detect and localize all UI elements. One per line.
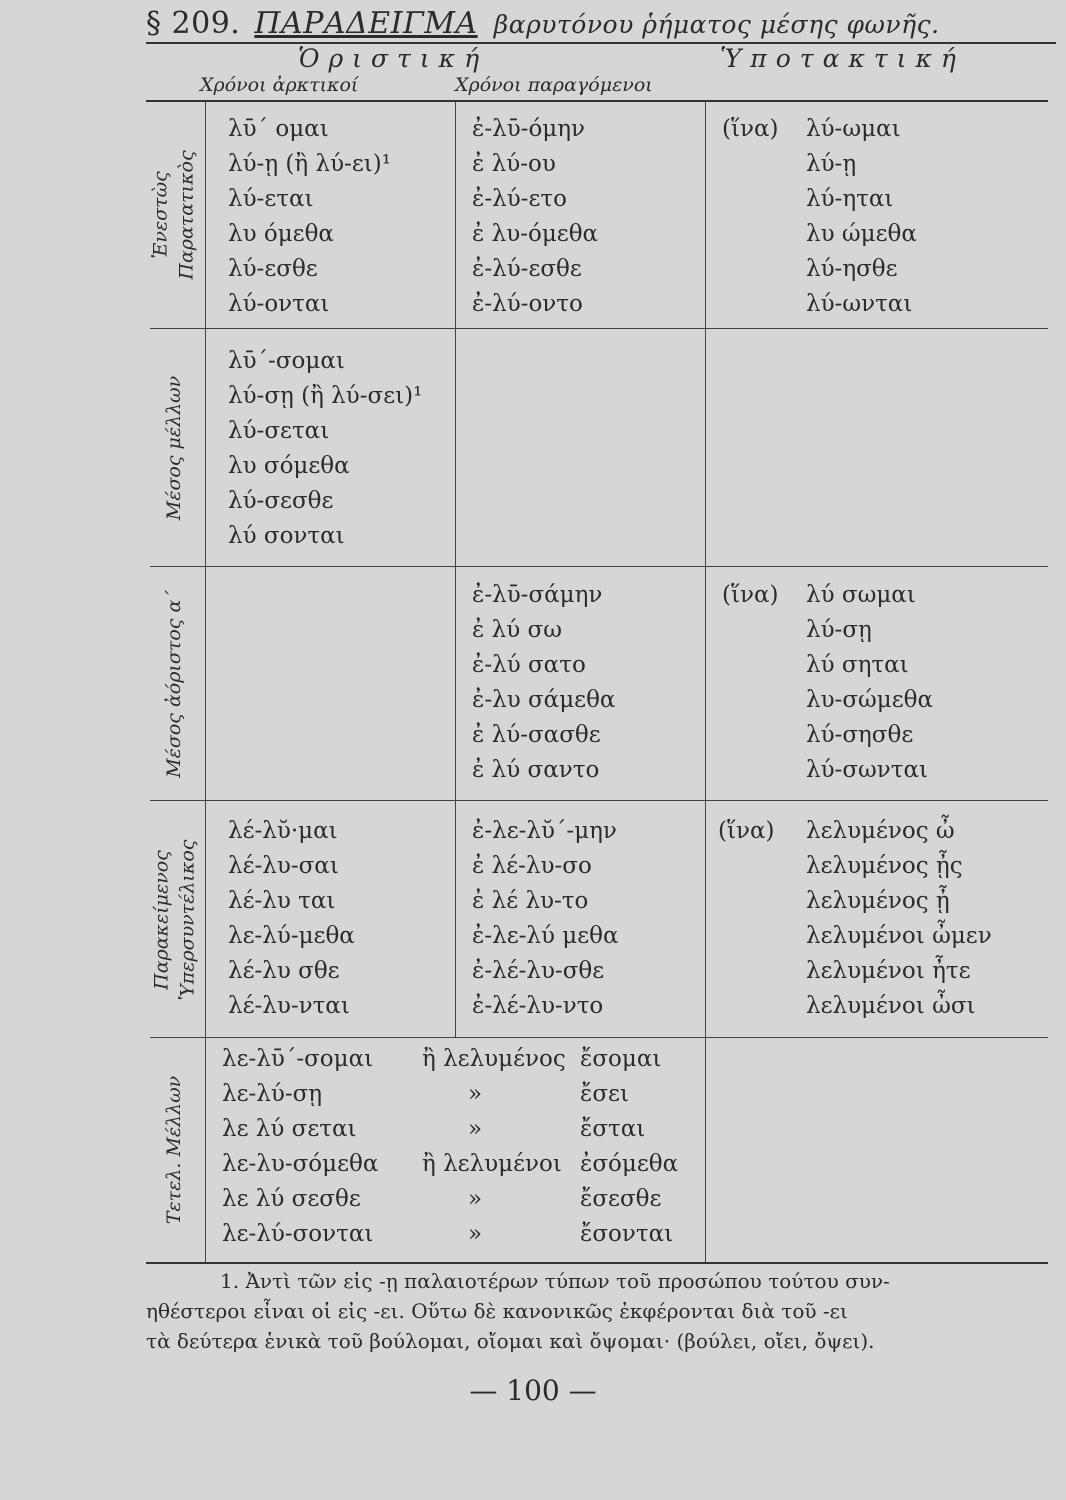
form-cell: λε λύ σεσθε: [222, 1186, 361, 1212]
form-cell: ἐ λύ-ου: [472, 151, 556, 177]
imperfect-column: [472, 112, 598, 322]
form-cell: λῡ΄ ομαι: [228, 116, 329, 142]
mood-subjunctive-heading: Ὑποτακτική: [720, 44, 965, 73]
form-cell: ἔσομαι: [580, 1046, 662, 1072]
ditto-mark: »: [468, 1116, 483, 1142]
form-cell: λύ-ησθε: [806, 256, 898, 282]
ditto-mark: »: [468, 1186, 483, 1212]
form-cell: λε-λύ-σῃ: [222, 1081, 323, 1107]
conjunction-ina: (ἵνα): [718, 818, 775, 844]
form-cell: λῡ΄-σομαι: [228, 348, 345, 374]
form-cell: λύ-εσθε: [228, 256, 318, 282]
form-cell: λύ-ηται: [806, 186, 894, 212]
form-cell: λυ σόμεθα: [228, 453, 350, 479]
footnote-line: τὰ δεύτερα ἑνικὰ τοῦ βούλομαι, οἴομαι καὶ ὄψομαι· (βούλει, οἴει, ὄψει).: [146, 1329, 875, 1353]
form-cell: λύ-σησθε: [806, 722, 914, 748]
perfect-subjunctive-column: [806, 814, 992, 1024]
page-number: — 100 —: [469, 1374, 597, 1407]
aorist-indicative-column: [472, 578, 615, 788]
pluperfect-column: [472, 814, 619, 1024]
table-bottom-rule: [146, 1262, 1048, 1264]
form-cell: λύ-ῃ: [806, 151, 857, 177]
form-cell: λύ-σεσθε: [228, 488, 334, 514]
form-cell: λέ-λυ σθε: [228, 958, 340, 984]
ditto-mark: »: [468, 1221, 483, 1247]
row-label-line: Παρακείμενος: [150, 849, 173, 990]
form-cell: ἐ-λυ σάμεθα: [472, 687, 616, 713]
form-cell: ἔσται: [580, 1116, 646, 1142]
section-heading: ΠΑΡΑΔΕΙΓΜΑ: [254, 6, 478, 41]
row-label-line: Ὑπερσυντέλικος: [176, 839, 199, 1000]
form-cell: λύ-ωνται: [806, 291, 913, 317]
form-cell: λελυμένοι ὦσι: [806, 993, 976, 1019]
row-label-perfect: [143, 802, 205, 1037]
form-cell: λε-λύ-μεθα: [228, 923, 355, 949]
form-cell: λυ-σώμεθα: [806, 687, 934, 713]
form-cell: λύ-ωμαι: [806, 116, 901, 142]
form-cell: ἐ λύ-σασθε: [472, 722, 601, 748]
section-subtitle: βαρυτόνου ῥήματος μέσης φωνῆς.: [493, 10, 940, 39]
footnote-line: 1. Ἀντὶ τῶν εἰς -ῃ παλαιοτέρων τύπων τοῦ προσώπου τούτου συν-: [220, 1269, 890, 1293]
section-divider: [150, 1037, 1048, 1038]
form-cell: ἐ λύ σω: [472, 617, 562, 643]
form-cell: ἐ λέ-λυ-σο: [472, 853, 592, 879]
row-label-line: Τετελ. Μέλλων: [163, 1075, 186, 1225]
form-cell: λυ ώμεθα: [806, 221, 917, 247]
section-divider: [150, 328, 1048, 329]
row-label-future: [143, 330, 205, 566]
form-cell: ἐσόμεθα: [580, 1151, 679, 1177]
form-cell: ἐ-λύ-εσθε: [472, 256, 582, 282]
form-cell: λύ-εται: [228, 186, 314, 212]
form-cell: ἐ-λῡ-όμην: [472, 116, 586, 142]
column-divider-primary: [455, 102, 456, 1037]
row-label-line: Παρατατικὸς: [176, 150, 198, 280]
form-cell: λύ-σεται: [228, 418, 330, 444]
row-label-aorist: [143, 568, 205, 800]
form-cell: λέ-λῠ·μαι: [228, 818, 338, 844]
header-rule: [146, 100, 1048, 102]
column-divider-secondary: [705, 102, 706, 1262]
form-cell: ἐ-λύ-ετο: [472, 186, 567, 212]
form-cell: λύ σωμαι: [806, 582, 916, 608]
row-label-future-perfect: [143, 1039, 205, 1261]
form-cell: λέ-λυ-νται: [228, 993, 350, 1019]
conjunction-ina: (ἵνα): [722, 582, 779, 608]
form-cell: ἐ λέ λυ-το: [472, 888, 589, 914]
form-cell: ἐ λύ σαντο: [472, 757, 600, 783]
form-cell: ἐ-λέ-λυ-σθε: [472, 958, 605, 984]
section-number: § 209.: [146, 6, 241, 41]
row-label-present: [143, 102, 205, 328]
form-cell: λελυμένος ᾖ: [806, 888, 950, 914]
form-cell: λελυμένοι ὦμεν: [806, 923, 992, 949]
form-cell: ἢ λελυμένοι: [422, 1151, 562, 1177]
mood-indicative-heading: Ὁριστική: [298, 44, 489, 73]
form-cell: ἐ-λε-λῠ΄-μην: [472, 818, 617, 844]
form-cell: λελυμένοι ἦτε: [806, 958, 971, 984]
present-subjunctive-column: [806, 112, 917, 322]
form-cell: ἐ-λέ-λυ-ντο: [472, 993, 604, 1019]
form-cell: ἐ-λῡ-σάμην: [472, 582, 603, 608]
row-label-line: Μέσος μέλλων: [163, 375, 186, 521]
form-cell: λύ σονται: [228, 523, 345, 549]
form-cell: λελυμένος ᾖς: [806, 853, 963, 879]
conjunction-ina: (ἵνα): [722, 116, 779, 142]
section-title: [146, 6, 1056, 44]
aorist-subjunctive-column: [806, 578, 933, 788]
form-cell: λυ όμεθα: [228, 221, 334, 247]
form-cell: ἔσει: [580, 1081, 629, 1107]
form-cell: λε-λυ-σόμεθα: [222, 1151, 379, 1177]
footnote-line: ηθέστεροι εἶναι οἱ εἰς -ει. Οὕτω δὲ κανονικῶς ἐκφέρονται διὰ τοῦ -ει: [146, 1299, 848, 1323]
form-cell: λύ-ῃ (ἢ λύ-ει)¹: [228, 151, 391, 177]
form-cell: ἔσονται: [580, 1221, 674, 1247]
form-cell: λύ-ονται: [228, 291, 330, 317]
ditto-mark: »: [468, 1081, 483, 1107]
form-cell: ἔσεσθε: [580, 1186, 662, 1212]
form-cell: λε-λύ-σονται: [222, 1221, 374, 1247]
form-cell: λύ-σωνται: [806, 757, 929, 783]
form-cell: λέ-λυ ται: [228, 888, 336, 914]
secondary-tenses-heading: Χρόνοι παραγόμενοι: [455, 74, 653, 96]
perfect-indicative-column: [228, 814, 355, 1024]
primary-tenses-heading: Χρόνοι ἀρκτικοί: [200, 74, 359, 96]
form-cell: ἐ-λύ σατο: [472, 652, 586, 678]
form-cell: λύ σηται: [806, 652, 909, 678]
future-indicative-column: [228, 344, 422, 554]
section-divider: [150, 800, 1048, 801]
form-cell: λύ-σῃ (ἢ λύ-σει)¹: [228, 383, 423, 409]
form-cell: ἐ λυ-όμεθα: [472, 221, 599, 247]
section-divider: [150, 566, 1048, 567]
present-indicative-column: [228, 112, 391, 322]
form-cell: ἐ-λε-λύ μεθα: [472, 923, 619, 949]
footnote: [146, 1266, 1048, 1356]
row-label-line: Ἐνεστὼς: [150, 171, 172, 259]
form-cell: ἐ-λύ-οντο: [472, 291, 583, 317]
label-column-divider: [205, 102, 206, 1262]
form-cell: λε-λῡ΄-σομαι: [222, 1046, 374, 1072]
form-cell: ἢ λελυμένος: [422, 1046, 566, 1072]
form-cell: λύ-σῃ: [806, 617, 872, 643]
form-cell: λελυμένος ὦ: [806, 818, 955, 844]
form-cell: λε λύ σεται: [222, 1116, 357, 1142]
row-label-line: Μέσος ἀόριστος α΄: [163, 590, 185, 778]
form-cell: λέ-λυ-σαι: [228, 853, 339, 879]
